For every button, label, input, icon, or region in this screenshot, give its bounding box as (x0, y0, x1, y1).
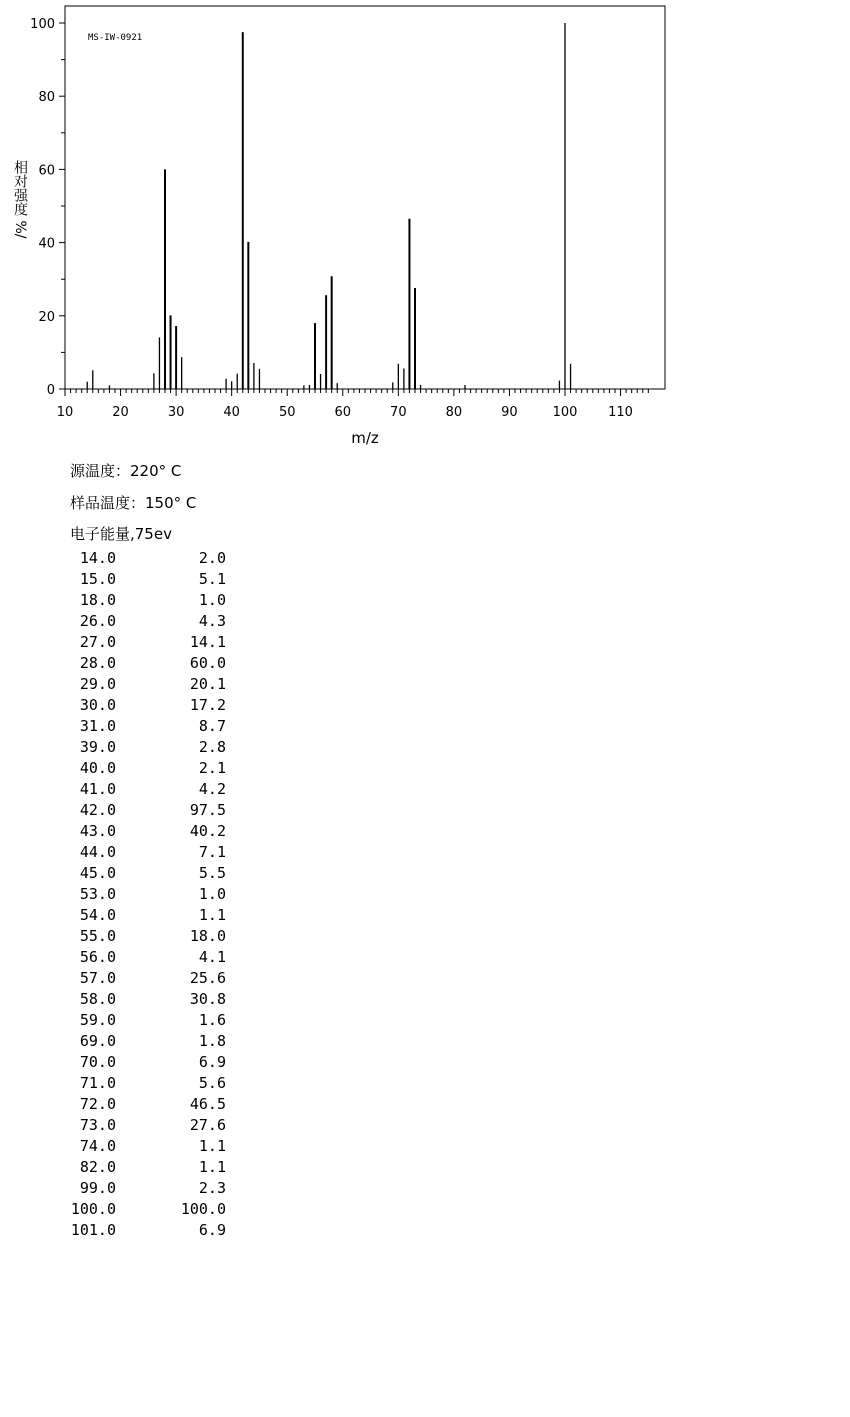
mz-value: 31.0 (79, 717, 116, 735)
table-row (58, 1220, 226, 1241)
table-row (58, 1010, 226, 1031)
y-axis-label: 相对强度 %/ (12, 160, 28, 239)
intensity-value: 25.6 (189, 969, 226, 987)
x-tick-label: 90 (501, 405, 518, 420)
mz-value: 54.0 (79, 906, 116, 924)
intensity-value: 4.1 (198, 948, 226, 966)
intensity-value: 5.1 (198, 570, 226, 588)
table-row (58, 1157, 226, 1178)
intensity-value: 5.5 (198, 864, 226, 882)
intensity-value: 1.0 (198, 591, 226, 609)
table-row (58, 1199, 226, 1220)
intensity-value: 6.9 (198, 1053, 226, 1071)
intensity-value: 5.6 (198, 1074, 226, 1092)
mz-value: 26.0 (79, 612, 116, 630)
mz-value: 55.0 (79, 927, 116, 945)
y-tick-label: 80 (38, 90, 55, 106)
mz-value: 43.0 (79, 822, 116, 840)
table-row (58, 947, 226, 968)
x-tick-label: 40 (223, 405, 240, 420)
mz-value: 73.0 (79, 1116, 116, 1134)
intensity-value: 1.8 (198, 1032, 226, 1050)
table-row (58, 800, 226, 821)
table-row (58, 674, 226, 695)
electron-energy: 电子能量,75ev (70, 525, 172, 543)
table-row (58, 611, 226, 632)
y-tick-label: 60 (38, 163, 55, 179)
intensity-value: 4.2 (198, 780, 226, 798)
mz-value: 99.0 (79, 1179, 116, 1197)
intensity-value: 27.6 (189, 1116, 226, 1134)
mz-value: 29.0 (79, 675, 116, 693)
table-row (58, 842, 226, 863)
table-row (58, 1136, 226, 1157)
table-row (58, 926, 226, 947)
intensity-value: 46.5 (189, 1095, 226, 1113)
y-tick-label: 0 (46, 383, 55, 398)
intensity-value: 1.0 (198, 885, 226, 903)
mz-value: 74.0 (79, 1137, 116, 1155)
x-tick-label: 60 (334, 405, 352, 420)
y-tick-label: 40 (38, 236, 55, 252)
mz-value: 15.0 (79, 570, 116, 588)
intensity-value: 4.3 (198, 612, 226, 630)
table-row (58, 590, 226, 611)
table-row (58, 569, 226, 590)
mz-value: 45.0 (79, 864, 116, 882)
mz-value: 40.0 (79, 759, 116, 777)
intensity-value: 1.6 (198, 1011, 226, 1029)
spectrum-bars (87, 23, 570, 389)
intensity-value: 1.1 (198, 906, 226, 924)
intensity-value: 7.1 (198, 843, 226, 861)
intensity-value: 18.0 (189, 927, 226, 945)
table-row (58, 653, 226, 674)
intensity-value: 1.1 (198, 1158, 226, 1176)
table-row (58, 968, 226, 989)
intensity-value: 1.1 (198, 1137, 226, 1155)
peak-table (58, 548, 226, 1241)
mz-value: 70.0 (79, 1053, 116, 1071)
mz-value: 59.0 (79, 1011, 116, 1029)
intensity-value: 8.7 (198, 717, 226, 735)
table-row (58, 695, 226, 716)
table-row (58, 632, 226, 653)
x-axis (57, 389, 649, 420)
x-tick-label: 80 (445, 405, 463, 420)
mz-value: 101.0 (70, 1221, 116, 1239)
table-row (58, 716, 226, 737)
table-row (58, 1115, 226, 1136)
table-row (58, 737, 226, 758)
intensity-value: 60.0 (189, 654, 226, 672)
x-tick-label: 30 (167, 405, 185, 420)
table-row (58, 1094, 226, 1115)
table-row (58, 989, 226, 1010)
table-row (58, 884, 226, 905)
mz-value: 82.0 (79, 1158, 116, 1176)
mz-value: 41.0 (79, 780, 116, 798)
mz-value: 57.0 (79, 969, 116, 987)
x-tick-label: 110 (608, 405, 633, 420)
plot-frame (65, 6, 665, 389)
intensity-value: 14.1 (189, 633, 226, 651)
mz-value: 100.0 (70, 1200, 116, 1218)
mz-value: 39.0 (79, 738, 116, 756)
table-row (58, 779, 226, 800)
table-row (58, 821, 226, 842)
table-row (58, 1052, 226, 1073)
mz-value: 56.0 (79, 948, 116, 966)
table-row (58, 905, 226, 926)
table-row (58, 758, 226, 779)
source-temperature: 源温度：220° C (70, 462, 182, 480)
mz-value: 58.0 (79, 990, 116, 1008)
intensity-value: 2.3 (198, 1179, 226, 1197)
table-row (58, 863, 226, 884)
mz-value: 27.0 (79, 633, 116, 651)
mz-value: 18.0 (79, 591, 116, 609)
intensity-value: 2.1 (198, 759, 226, 777)
intensity-value: 97.5 (189, 801, 226, 819)
y-tick-label: 20 (38, 309, 55, 325)
x-axis-label: m/z (351, 429, 379, 447)
intensity-value: 2.0 (198, 549, 226, 567)
mz-value: 28.0 (79, 654, 116, 672)
table-row (58, 1073, 226, 1094)
y-tick-label: 100 (30, 17, 55, 32)
intensity-value: 2.8 (198, 738, 226, 756)
x-tick-label: 10 (56, 405, 74, 420)
x-tick-label: 70 (390, 405, 407, 420)
table-row (58, 1031, 226, 1052)
table-row (58, 1178, 226, 1199)
intensity-value: 20.1 (189, 675, 226, 693)
intensity-value: 30.8 (189, 990, 226, 1008)
mz-value: 30.0 (79, 696, 116, 714)
mz-value: 69.0 (79, 1032, 116, 1050)
mz-value: 71.0 (79, 1074, 116, 1092)
mz-value: 14.0 (79, 549, 116, 567)
intensity-value: 17.2 (189, 696, 226, 714)
sample-id: MS-IW-0921 (88, 33, 143, 43)
mass-spectrum-chart (0, 0, 850, 450)
intensity-value: 40.2 (189, 822, 226, 840)
x-tick-label: 20 (112, 405, 129, 420)
intensity-value: 100.0 (180, 1200, 226, 1218)
intensity-value: 6.9 (198, 1221, 226, 1239)
x-tick-label: 50 (278, 405, 296, 420)
mz-value: 42.0 (79, 801, 116, 819)
y-axis (30, 17, 65, 398)
x-tick-label: 100 (552, 405, 578, 420)
mz-value: 44.0 (79, 843, 116, 861)
mz-value: 53.0 (79, 885, 116, 903)
table-row (58, 548, 226, 569)
mz-value: 72.0 (79, 1095, 116, 1113)
sample-temperature: 样品温度：150° C (70, 494, 197, 512)
